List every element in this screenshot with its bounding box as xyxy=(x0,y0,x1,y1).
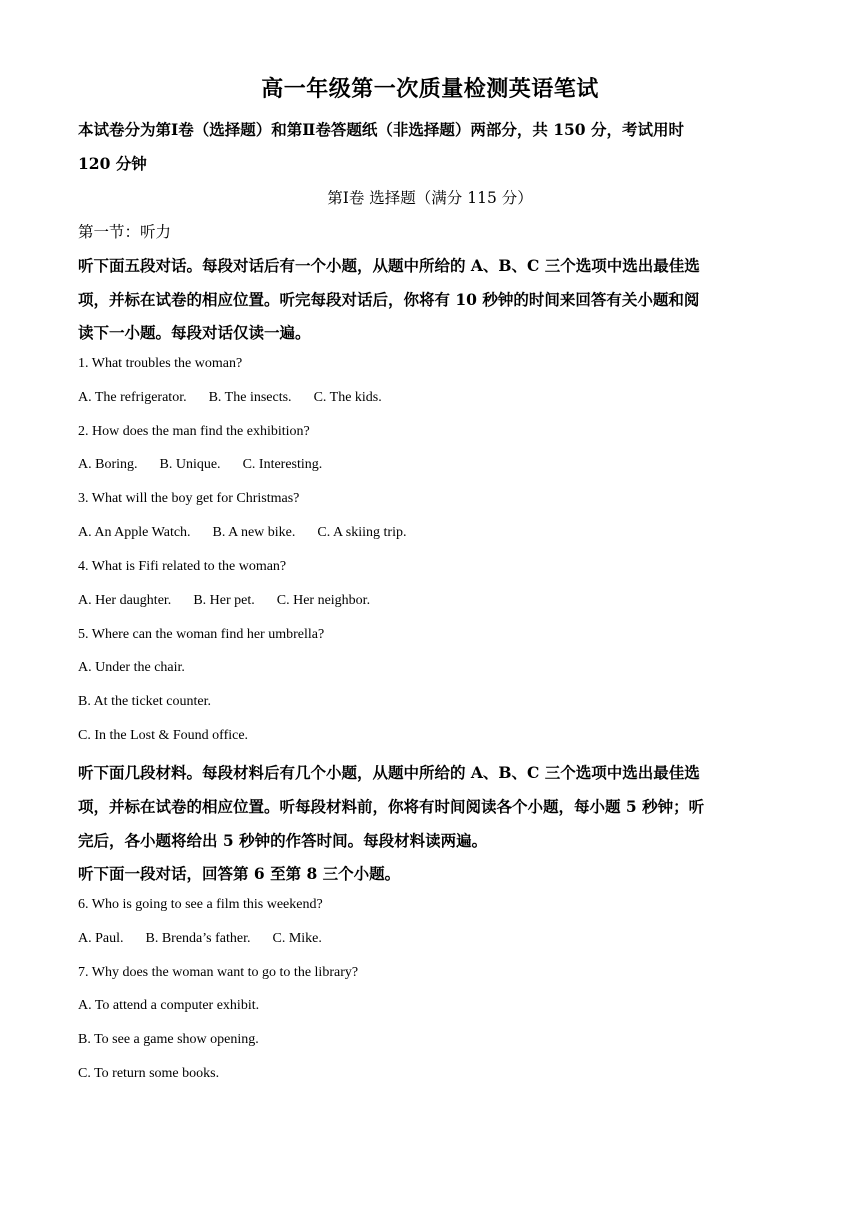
instruction-2-line-1: 听下面几段材料。每段材料后有几个小题，从题中所给的 A、B、C 三个选项中选出最佳选 xyxy=(78,763,700,782)
question-4: 4. What is Fifi related to the woman? xyxy=(78,559,287,574)
option-c: C. Mike. xyxy=(272,931,322,946)
instruction-1-line-3: 读下一小题。每段对话仅读一遍。 xyxy=(78,323,311,342)
question-1: 1. What troubles the woman? xyxy=(78,356,243,371)
question-3: 3. What will the boy get for Christmas? xyxy=(78,491,300,506)
option-b: B. Unique. xyxy=(159,457,221,472)
question-5-option-a: A. Under the chair. xyxy=(78,660,185,675)
option-a: A. Paul. xyxy=(78,931,124,946)
section-one-heading: 第一节：听力 xyxy=(78,223,172,241)
option-a: A. Boring. xyxy=(78,457,138,472)
instruction-1-line-1: 听下面五段对话。每段对话后有一个小题，从题中所给的 A、B、C 三个选项中选出最佳选 xyxy=(78,256,700,275)
intro-text-line-1: 本试卷分为第Ⅰ卷（选择题）和第Ⅱ卷答题纸（非选择题）两部分，共 150 分，考试用时 xyxy=(78,120,684,139)
question-5: 5. Where can the woman find her umbrella? xyxy=(78,627,325,642)
question-5-option-b: B. At the ticket counter. xyxy=(78,694,211,709)
intro-text-line-2: 120 分钟 xyxy=(78,154,147,173)
question-7-option-c: C. To return some books. xyxy=(78,1066,220,1081)
question-6: 6. Who is going to see a film this weekend? xyxy=(78,897,323,912)
question-2: 2. How does the man find the exhibition? xyxy=(78,424,310,439)
option-c: C. A skiing trip. xyxy=(317,525,407,540)
question-7-option-a: A. To attend a computer exhibit. xyxy=(78,998,260,1013)
option-a: A. An Apple Watch. xyxy=(78,525,191,540)
instruction-2-line-2: 项，并标在试卷的相应位置。听每段材料前，你将有时间阅读各个小题，每小题 5 秒钟；听 xyxy=(78,797,705,816)
page-title: 高一年级第一次质量检测英语笔试 xyxy=(261,76,599,102)
option-c: C. Interesting. xyxy=(242,457,323,472)
option-b: B. The insects. xyxy=(208,390,292,405)
question-7-option-b: B. To see a game show opening. xyxy=(78,1032,259,1047)
question-5-option-c: C. In the Lost & Found office. xyxy=(78,728,249,743)
instruction-3: 听下面一段对话，回答第 6 至第 8 三个小题。 xyxy=(78,864,401,883)
option-b: B. Brenda’s father. xyxy=(145,931,251,946)
option-b: B. Her pet. xyxy=(193,593,255,608)
option-c: C. Her neighbor. xyxy=(276,593,371,608)
instruction-1-line-2: 项，并标在试卷的相应位置。听完每段对话后，你将有 10 秒钟的时间来回答有关小题和阅 xyxy=(78,290,700,309)
part-one-heading: 第Ⅰ卷 选择题（满分 115 分） xyxy=(327,189,533,207)
question-3-options xyxy=(78,525,406,541)
question-7: 7. Why does the woman want to go to the library? xyxy=(78,965,359,980)
question-1-options xyxy=(78,390,382,406)
question-6-options xyxy=(78,931,322,947)
option-a: A. Her daughter. xyxy=(78,593,172,608)
option-b: B. A new bike. xyxy=(212,525,296,540)
question-4-options xyxy=(78,593,370,609)
question-2-options xyxy=(78,457,322,473)
instruction-2-line-3: 完后，各小题将给出 5 秒钟的作答时间。每段材料读两遍。 xyxy=(78,831,488,850)
option-a: A. The refrigerator. xyxy=(78,390,187,405)
option-c: C. The kids. xyxy=(313,390,382,405)
